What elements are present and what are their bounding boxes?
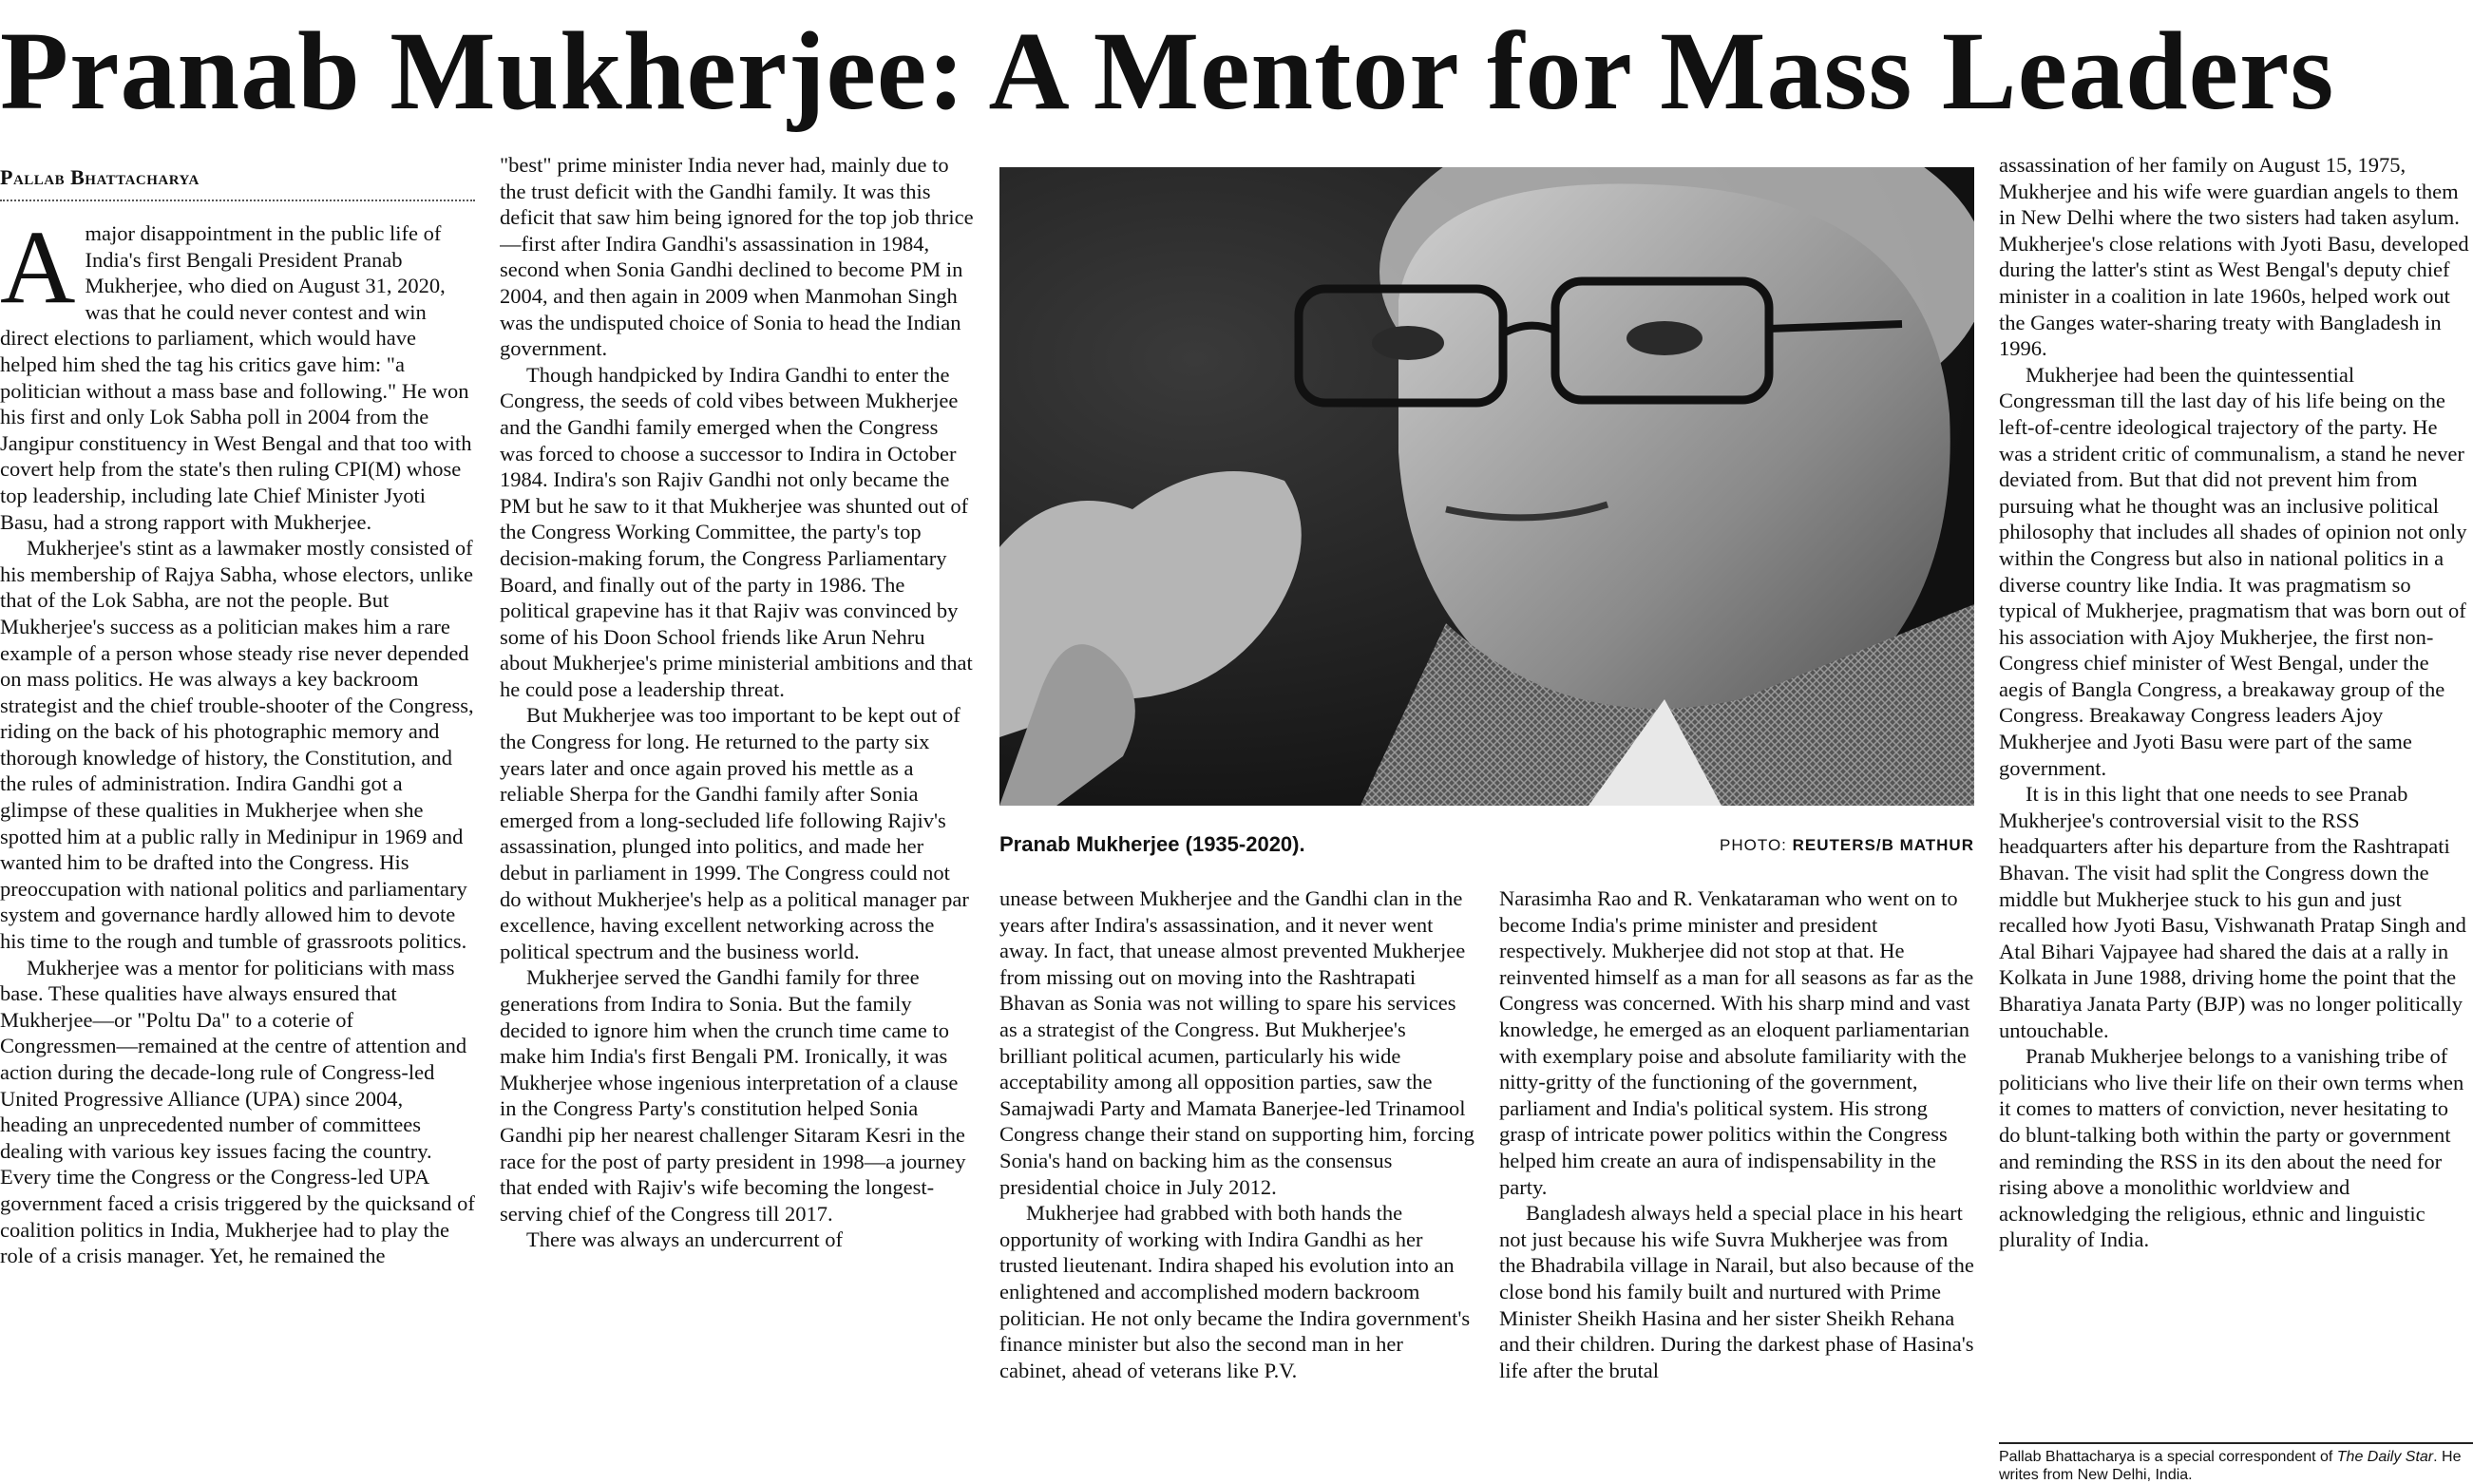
author-note-text: Pallab Bhattacharya is a special correspondent of — [1999, 1449, 2337, 1465]
drop-cap: A — [0, 220, 76, 325]
paragraph: Pranab Mukherjee belongs to a vanishing tribe of politicians who live their life on their own terms when it comes to matters of conviction, never hesitating to do blunt-talking both within the party or government and reminding the RSS in its den about the need for rising above a monolithic worldview and acknowledging the religious, ethnic and linguistic plurality of India. — [1999, 1044, 2464, 1252]
credit-value: REUTERS/B MATHUR — [1792, 836, 1974, 854]
paragraph: Mukherjee had been the quintessential Congressman till the last day of his life being on the left-of-centre ideological trajectory of the party. He was a strident critic of communalism, a stand he never deviated from. But that did not prevent him from pursuing what he thought was an inclusive political philosophy that includes all shades of opinion not only within the Congress but also in national politics in a diverse country like India. It was pragmatism so typical of Mukherjee, pragmatism that was born out of his association with Ajoy Mukherjee, the first non-Congress chief minister of West Bengal, under the aegis of Bangla Congress, a breakaway group of the Congress. Breakaway Congress leaders Ajoy Mukherjee and Jyoti Basu were part of the same government. — [1999, 362, 2467, 780]
paragraph: Mukherjee was a mentor for politicians with mass base. These qualities have always ensured that Mukherjee—or "Poltu Da" to a coterie of Congressmen—remained at the centre of attention and action during the decade-long rule of Congress-led United Progressive Alliance (UPA) since 2004, heading an unprecedented number of committees dealing with various key issues facing the country. Every time the Congress or the Congress-led UPA government faced a crisis triggered by the quicksand of coalition politics in India, Mukherjee had to play the role of a crisis manager. Yet, he remained the — [0, 955, 475, 1268]
paragraph: There was always an undercurrent of — [526, 1227, 843, 1252]
headline: Pranab Mukherjee: A Mentor for Mass Leaders — [0, 9, 2335, 133]
article-column-4 — [1499, 885, 1974, 1484]
article-column-3 — [999, 885, 1474, 1484]
paragraph: It is in this light that one needs to see Pranab Mukherjee's controversial visit to the RSS headquarters after his departure from the Rashtrapati Bhavan. The visit had split the Congress down the middle but Mukherjee stuck to his gun and just recalled how Jyoti Basu, Vishwanath Pratap Singh and Atal Bihari Vajpayee had shared the dais at a rally in Kolkata in June 1988, driving home the point that the Bharatiya Janata Party (BJP) was no longer politically untouchable. — [1999, 782, 2466, 1042]
paragraph — [0, 220, 475, 535]
article-column-1 — [0, 220, 475, 1484]
publication-name: The Daily Star — [2336, 1449, 2434, 1465]
author-note-text-end: . He writes from New Delhi, India. — [1999, 1449, 2462, 1483]
paragraph: But Mukherjee was too important to be kept out of the Congress for long. He returned to the party six years later and once again proved his mettle as a reliable Sherpa for the Gandhi family after Sonia emerged from a long-secluded life following Rajiv's assassination, plunged into politics, and made her debut in parliament in 1999. The Congress could not do without Mukherjee's help as a political manager par excellence, having excellent networking across the political spectrum and the business world. — [500, 703, 969, 963]
paragraph: unease between Mukherjee and the Gandhi clan in the years after Indira's assassination, and it never went away. In fact, that unease almost prevented Mukherjee from missing out on moving into the Rashtrapati Bhavan as Sonia was not willing to spare his services as a strategist of the Congress. But Mukherjee's brilliant political acumen, particularly his wide acceptability among all opposition parties, saw the Samajwadi Party and Mamata Banerjee-led Trinamool Congress change their stand on supporting him, forcing Sonia's hand on backing him as the consensus presidential choice in July 2012. — [999, 886, 1474, 1199]
paragraph: Narasimha Rao and R. Venkataraman who went on to become India's prime minister and president respectively. Mukherjee did not stop at that. He reinvented himself as a man for all seasons as far as the Congress was concerned. With his sharp mind and vast knowledge, he emerged as an eloquent parliamentarian with exemplary poise and absolute familiarity with the nitty-gritty of the functioning of the government, parliament and India's political system. His strong grasp of intricate power politics within the Congress helped him create an aura of indispensability in the party. — [1499, 886, 1974, 1199]
portrait-image — [999, 167, 1974, 806]
paragraph: Bangladesh always held a special place in his heart not just because his wife Suvra Mukherjee was from the Bhadrabila village in Narail, but also because of the close bond his family built and nurtured with Prime Minister Sheikh Hasina and her sister Sheikh Rehana and their children. During the darkest phase of Hasina's life after the brutal — [1499, 1201, 1974, 1382]
byline: Pallab Bhattacharya — [0, 165, 475, 201]
portrait-photo — [999, 167, 1974, 806]
photo-caption — [999, 828, 1974, 863]
paragraph: Mukherjee's stint as a lawmaker mostly consisted of his membership of Rajya Sabha, whose electors, unlike that of the Lok Sabha, are not the people. But Mukherjee's success as a politician makes him a rare example of a person whose steady rise never depended on mass politics. He was always a key backroom strategist and the chief trouble-shooter of the Congress, riding on the back of his photographic memory and thorough knowledge of history, the Constitution, and the rules of administration. Indira Gandhi got a glimpse of these qualities in Mukherjee when she spotted him at a public rally in Medinipur in 1969 and wanted him to be drafted into the Congress. His preoccupation with national politics and parliamentary system and governance hardly allowed him to devote his time to the rough and tumble of grassroots politics. — [0, 536, 474, 954]
paragraph-text: major disappointment in the public life of India's first Bengali President Pranab Mukherjee, who died on August 31, 2020, was that he could never contest and win direct elections to parliament, which would have helped him shed the tag his critics gave him: "a politician without a mass base and following." He won his first and only Lok Sabha poll in 2004 from the Jangipur constituency in West Bengal and that too with covert help from the state's then ruling CPI(M) whose top leadership, including late Chief Minister Jyoti Basu, had a strong rapport with Mukherjee. — [0, 221, 472, 534]
paragraph: assassination of her family on August 15, 1975, Mukherjee and his wife were guardian angels to them in New Delhi where the two sisters had taken asylum. Mukherjee's close relations with Jyoti Basu, developed during the latter's stint as West Bengal's deputy chief minister in a coalition in late 1960s, helped work out the Ganges water-sharing treaty with Bangladesh in 1996. — [1999, 153, 2469, 361]
photo-credit — [1720, 836, 1974, 855]
paragraph: "best" prime minister India never had, mainly due to the trust deficit with the Gandhi family. It was this deficit that saw him being ignored for the top job thrice—first after Indira Gandhi's assassination in 1984, second when Sonia Gandhi declined to become PM in 2004, and then again in 2009 when Manmohan Singh was the undisputed choice of Sonia to head the Indian government. — [500, 153, 974, 361]
credit-label: PHOTO: — [1720, 836, 1787, 854]
author-note — [1999, 1442, 2473, 1484]
paragraph: Though handpicked by Indira Gandhi to enter the Congress, the seeds of cold vibes between Mukherjee and the Gandhi family emerged when the Congress was forced to choose a successor to Indira in October 1984. Indira's son Rajiv Gandhi not only became the PM but he saw to it that Mukherjee was shunted out of the Congress Working Committee, the party's top decision-making forum, the Congress Parliamentary Board, and finally out of the party in 1986. The political grapevine has it that Rajiv was convinced by some of his Doon School friends like Arun Nehru about Mukherjee's prime ministerial ambitions and that he could pose a leadership threat. — [500, 362, 973, 701]
article-column-5 — [1999, 152, 2473, 1439]
paragraph: Mukherjee had grabbed with both hands the opportunity of working with Indira Gandhi as her trusted lieutenant. Indira shaped his evolution into an enlightened and accomplished modern backroom politician. He not only became the Indira government's finance minister but also the second man in her cabinet, ahead of veterans like P.V. — [999, 1201, 1471, 1382]
paragraph: Mukherjee served the Gandhi family for three generations from Indira to Sonia. But the family decided to ignore him when the crunch time came to make him India's first Bengali PM. Ironically, it was Mukherjee whose ingenious interpretation of a clause in the Congress Party's constitution helped Sonia Gandhi pip her nearest challenger Sitaram Kesri in the race for the post of party president in 1998—a journey that ended with Rajiv's wife becoming the longest-serving chief of the Congress till 2017. — [500, 965, 966, 1226]
article-column-2 — [500, 152, 975, 1484]
caption-text: Pranab Mukherjee (1935-2020). — [999, 832, 1305, 856]
